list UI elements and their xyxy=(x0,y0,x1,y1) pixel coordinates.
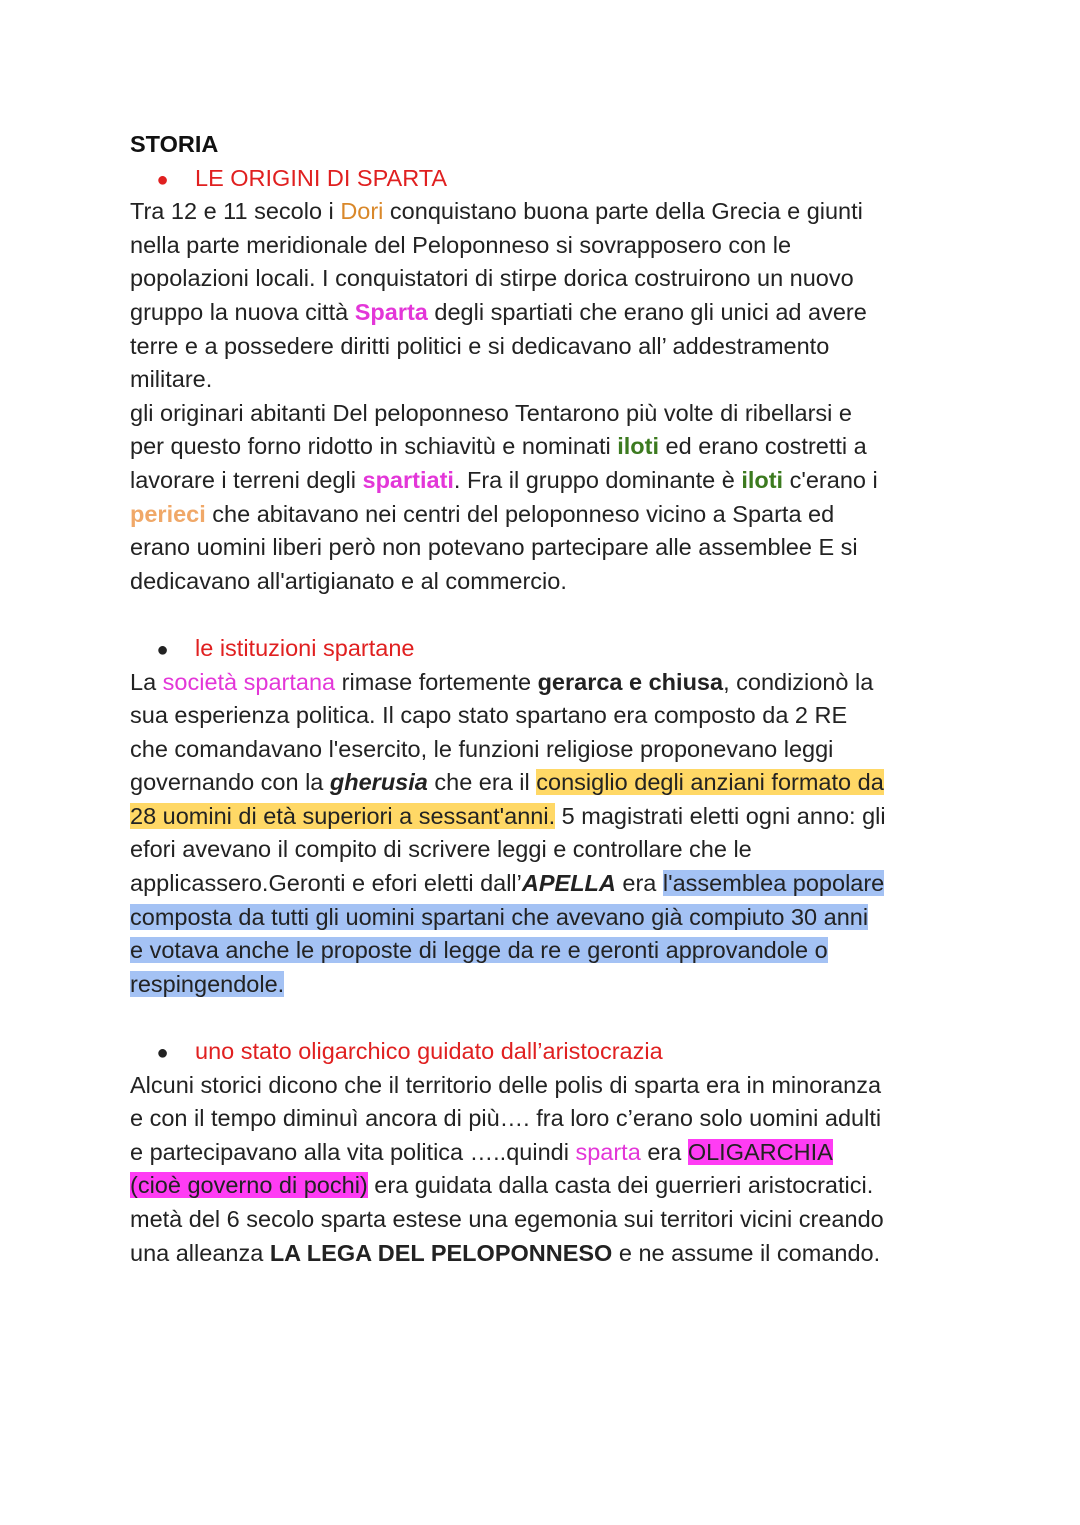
paragraph-line: nella parte meridionale del Peloponneso si sovrapposero con le xyxy=(130,231,792,258)
paragraph-line: Tra 12 e 11 secolo i Dori conquistano buona parte della Grecia e giunti xyxy=(130,198,863,225)
term-perieci: perieci xyxy=(130,500,206,527)
blank-line xyxy=(130,1001,960,1035)
bullet-icon: ● xyxy=(156,168,169,191)
paragraph-line: gli originari abitanti Del peloponneso Tentarono più volte di ribellarsi e xyxy=(130,399,852,426)
section-heading: ● le istituzioni spartane xyxy=(130,632,960,666)
term-iloti: iloti xyxy=(741,466,784,493)
term-gerarca-chiusa: gerarca e chiusa xyxy=(537,668,724,695)
paragraph-line: e partecipavano alla vita politica …..quindi sparta era OLIGARCHIA xyxy=(130,1138,833,1165)
highlight-assemblea: respingendole. xyxy=(130,970,285,997)
paragraph-line: efori avevano il compito di scrivere leggi e controllare che le xyxy=(130,836,752,863)
paragraph-line xyxy=(130,901,960,935)
highlight-assemblea: l'assemblea popolare xyxy=(662,870,885,897)
term-sparta: Sparta xyxy=(354,298,428,325)
term-apella: APELLA xyxy=(521,870,616,897)
term-dori: Dori xyxy=(340,198,384,225)
term-societa-spartana: società spartana xyxy=(162,668,336,695)
term-lega-peloponneso: LA LEGA DEL PELOPONNESO xyxy=(269,1239,613,1266)
highlight-oligarchia: OLIGARCHIA xyxy=(687,1138,833,1165)
paragraph-line: che comandavano l'esercito, le funzioni religiose proponevano leggi xyxy=(130,735,834,762)
term-sparta: sparta xyxy=(575,1138,641,1165)
term-spartiati: spartiati xyxy=(362,466,454,493)
document-body xyxy=(130,128,960,1270)
highlight-consiglio: 28 uomini di età superiori a sessant'anni. xyxy=(130,802,556,829)
paragraph-line: per questo forno ridotto in schiavitù e nominati iloti ed erano costretti a xyxy=(130,433,867,460)
blank-line xyxy=(130,598,960,632)
highlight-oligarchia: (cioè governo di pochi) xyxy=(130,1172,368,1199)
paragraph-line: governando con la gherusia che era il consiglio degli anziani formato da xyxy=(130,769,884,796)
paragraph-line: militare. xyxy=(130,366,213,393)
paragraph-line: e con il tempo diminuì ancora di più…. fra loro c’erano solo uomini adulti xyxy=(130,1105,882,1132)
highlight-assemblea: e votava anche le proposte di legge da re e geronti approvandole o xyxy=(130,937,828,964)
section-istituzioni xyxy=(130,632,960,1002)
highlight-consiglio: consiglio degli anziani formato da xyxy=(536,769,884,796)
paragraph-line xyxy=(130,968,960,1002)
paragraph-line: popolazioni locali. I conquistatori di stirpe dorica costruirono un nuovo xyxy=(130,265,854,292)
paragraph-line: una alleanza LA LEGA DEL PELOPONNESO e ne assume il comando. xyxy=(130,1239,881,1266)
paragraph-line: (cioè governo di pochi) era guidata dalla casta dei guerrieri aristocratici. xyxy=(130,1172,874,1199)
paragraph-line: perieci che abitavano nei centri del peloponneso vicino a Sparta ed xyxy=(130,500,835,527)
paragraph-line: applicassero.Geronti e efori eletti dall’APELLA era l'assemblea popolare xyxy=(130,870,885,897)
paragraph-line: lavorare i terreni degli spartiati. Fra il gruppo dominante è iloti c'erano i xyxy=(130,466,878,493)
document-title: STORIA xyxy=(130,131,219,157)
paragraph-line xyxy=(130,934,960,968)
paragraph-line: terre e a possedere diritti politici e si dedicavano all’ addestramento xyxy=(130,332,830,359)
highlight-assemblea: composta da tutti gli uomini spartani che avevano già compiuto 30 anni xyxy=(130,903,869,930)
section-heading: ● LE ORIGINI DI SPARTA xyxy=(130,162,960,196)
paragraph-line: metà del 6 secolo sparta estese una egemonia sui territori vicini creando xyxy=(130,1206,884,1232)
paragraph-line: 28 uomini di età superiori a sessant'anni. 5 magistrati eletti ogni anno: gli xyxy=(130,802,886,829)
section-stato-oligarchico xyxy=(130,1035,960,1270)
term-iloti: iloti xyxy=(617,433,660,460)
paragraph-line: gruppo la nuova città Sparta degli spartiati che erano gli unici ad avere xyxy=(130,298,867,325)
paragraph-line: Alcuni storici dicono che il territorio delle polis di sparta era in minoranza xyxy=(130,1071,882,1098)
section-origini xyxy=(130,162,960,599)
bullet-icon: ● xyxy=(156,1042,169,1065)
paragraph-line: La società spartana rimase fortemente gerarca e chiusa, condizionò la xyxy=(130,668,874,695)
section-heading: ● uno stato oligarchico guidato dall’aristocrazia xyxy=(130,1035,960,1069)
paragraph-line: erano uomini liberi però non potevano partecipare alle assemblee E si xyxy=(130,534,858,561)
paragraph-line: dedicavano all'artigianato e al commercio. xyxy=(130,567,567,594)
bullet-icon: ● xyxy=(156,638,169,661)
term-gherusia: gherusia xyxy=(329,769,428,796)
paragraph-line: sua esperienza politica. Il capo stato spartano era composto da 2 RE xyxy=(130,702,848,729)
